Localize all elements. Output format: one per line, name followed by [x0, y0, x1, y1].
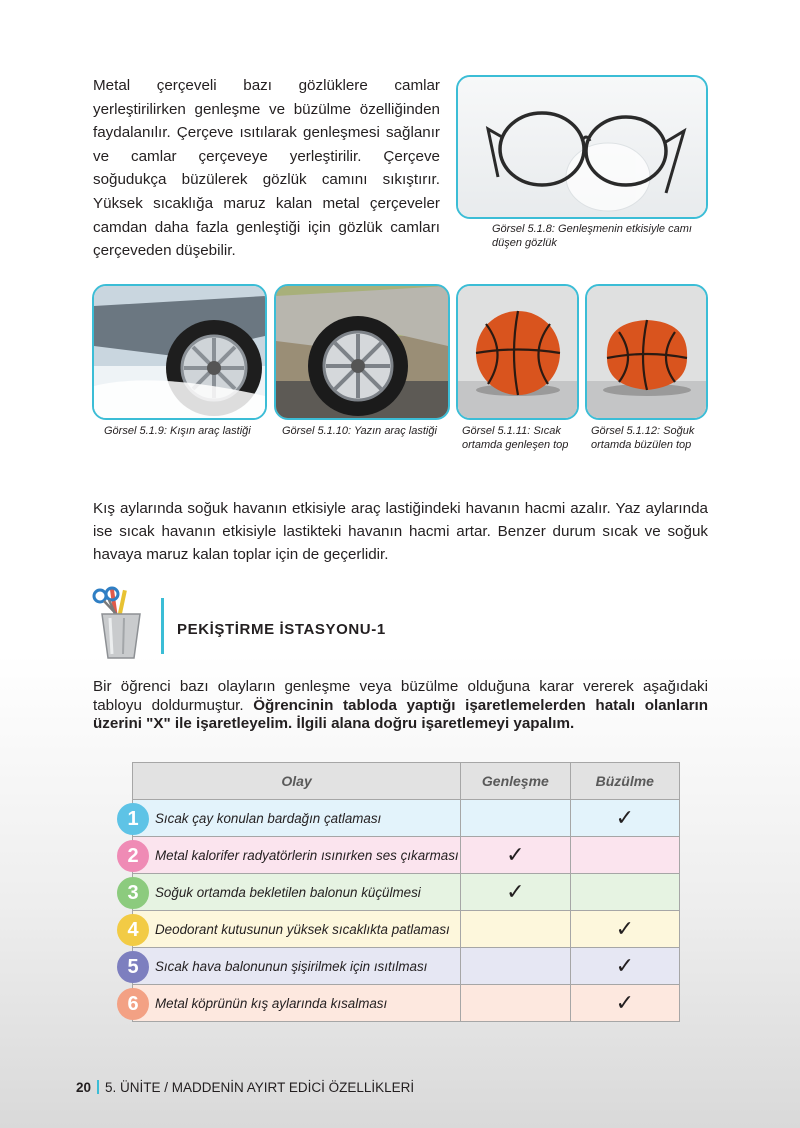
header-buzulme: Büzülme — [570, 763, 679, 800]
genlesme-cell[interactable]: ✓ — [461, 837, 570, 874]
event-cell: Soğuk ortamda bekletilen balonun küçülmesi — [133, 874, 461, 911]
event-cell: Sıcak hava balonunun şişirilmek için ısıtılması — [133, 948, 461, 985]
footer-divider — [97, 1080, 99, 1094]
glasses-icon — [458, 77, 706, 217]
caption-summer-tire: Görsel 5.1.10: Yazın araç lastiği — [282, 425, 437, 437]
event-cell: Deodorant kutusunun yüksek sıcaklıkta patlaması — [133, 911, 461, 948]
row-number-badge: 1 — [117, 803, 149, 835]
genlesme-cell[interactable] — [461, 911, 570, 948]
header-genlesme: Genleşme — [461, 763, 570, 800]
event-table — [132, 762, 680, 1022]
hot-ball-photo — [456, 284, 579, 420]
page-footer — [76, 1080, 414, 1095]
instruction-text — [93, 678, 708, 734]
instruction-plain: Bir öğrenci bazı olayların genleşme veya büzülme olduğuna karar vererek aşağıdaki tabloyu doldurmuştur. — [93, 678, 708, 714]
pencil-cup-icon — [90, 584, 150, 664]
glasses-photo — [456, 75, 708, 219]
event-cell: Metal kalorifer radyatörlerin ısınırken ses çıkarması — [133, 837, 461, 874]
caption-hot-ball: Görsel 5.1.11: Sıcak ortamda genleşen top — [462, 425, 569, 451]
event-cell: Sıcak çay konulan bardağın çatlaması — [133, 800, 461, 837]
caption-winter-tire: Görsel 5.1.9: Kışın araç lastiği — [104, 425, 251, 437]
event-cell: Metal köprünün kış aylarında kısalması — [133, 985, 461, 1022]
genlesme-cell[interactable] — [461, 985, 570, 1022]
row-number-badge: 4 — [117, 914, 149, 946]
buzulme-cell[interactable]: ✓ — [570, 800, 679, 837]
summer-tire-icon — [276, 286, 448, 418]
row-number-badge: 6 — [117, 988, 149, 1020]
row-number-badge: 3 — [117, 877, 149, 909]
row-number-badge: 5 — [117, 951, 149, 983]
summer-tire-photo — [274, 284, 450, 420]
table-row — [133, 948, 680, 985]
intro-paragraph: Metal çerçeveli bazı gözlüklere camlar yerleştirilirken genleşme ve büzülme özelliğinden faydalanılır. Çerçeve ısıtılarak genleşmesi sağlanır ve camlar çerçeveye yerleştirilir. Çerçeve soğudukça büzülerek gözlük camını sıkıştırır. Yüksek sıcaklığa maruz kalan metal çerçeveler camdan daha fazla genleştiği için gözlük camları çerçeveden düşebilir. — [93, 77, 440, 260]
table-row — [133, 800, 680, 837]
basketball-icon — [458, 286, 577, 418]
caption-cold-ball: Görsel 5.1.12: Soğuk ortamda büzülen top — [591, 425, 695, 451]
buzulme-cell[interactable]: ✓ — [570, 911, 679, 948]
table-row — [133, 837, 680, 874]
winter-tire-photo — [92, 284, 267, 420]
unit-title: 5. ÜNİTE / MADDENİN AYIRT EDİCİ ÖZELLİKLERİ — [105, 1080, 415, 1095]
row-number-badge: 2 — [117, 840, 149, 872]
deflated-basketball-icon — [587, 286, 706, 418]
table-row — [133, 911, 680, 948]
genlesme-cell[interactable]: ✓ — [461, 874, 570, 911]
section-divider — [161, 598, 164, 654]
buzulme-cell[interactable]: ✓ — [570, 985, 679, 1022]
table-row — [133, 985, 680, 1022]
buzulme-cell[interactable]: ✓ — [570, 948, 679, 985]
genlesme-cell[interactable] — [461, 800, 570, 837]
caption-glasses: Görsel 5.1.8: Genleşmenin etkisiyle camı düşen gözlük — [492, 223, 692, 249]
table-body — [133, 800, 680, 1022]
body-paragraph: Kış aylarında soğuk havanın etkisiyle araç lastiğindeki havanın hacmi azalır. Yaz aylarında ise sıcak havanın etkisiyle lastikteki havanın hacmi artar. Benzer durum sıcak ve soğuk havaya maruz kalan toplar için de geçerlidir. — [93, 500, 708, 563]
page-number: 20 — [76, 1080, 92, 1095]
buzulme-cell[interactable] — [570, 874, 679, 911]
buzulme-cell[interactable] — [570, 837, 679, 874]
section-title: PEKİŞTİRME İSTASYONU-1 — [177, 621, 386, 638]
winter-tire-icon — [94, 286, 265, 418]
header-olay: Olay — [133, 763, 461, 800]
table-row — [133, 874, 680, 911]
cold-ball-photo — [585, 284, 708, 420]
genlesme-cell[interactable] — [461, 948, 570, 985]
instruction-bold: Öğrencinin tabloda yaptığı işaretlemelerden hatalı olanların üzerini "X" ile işaretleyelim. İlgili alana doğru işaretlemeyi yapalım. — [93, 696, 708, 733]
